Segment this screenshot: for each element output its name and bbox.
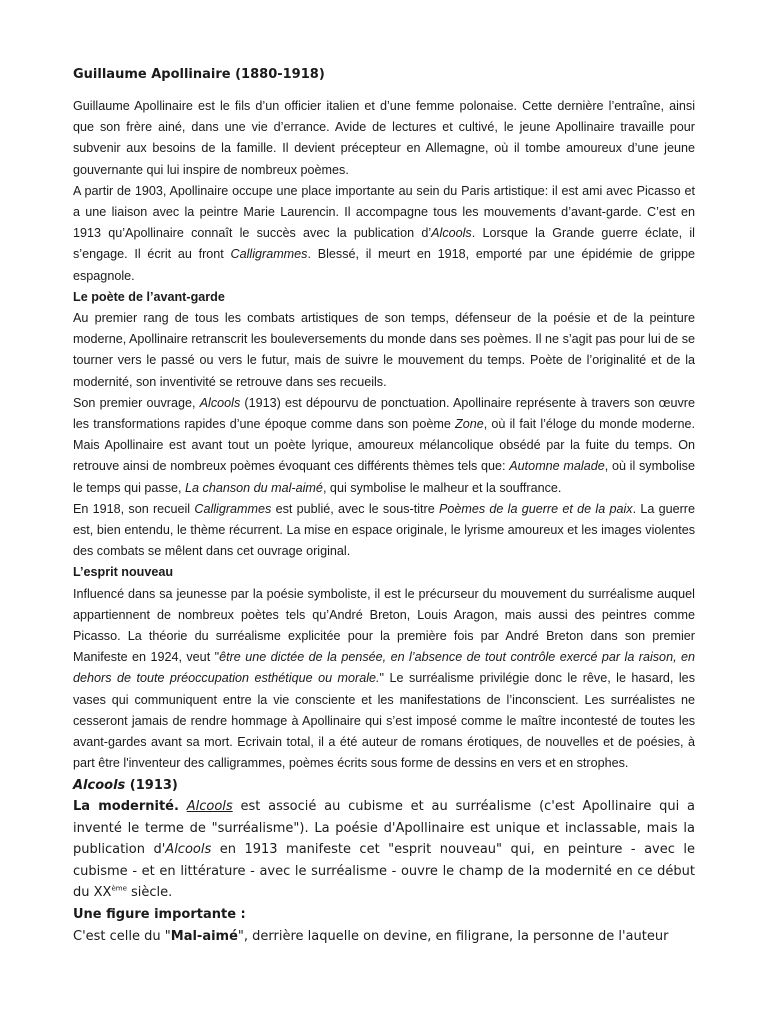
- text-run: Influencé dans sa jeunesse par la poésie symboliste, il est le précurseur du mouvement du surréalisme auquel appartiennent de nombreux poètes tels qu’André Breton, Louis Aragon, mais aussi des peintres comme Picasso. La théorie du surréalisme explicitée pour la première fois par André Breton dans son premier Manifeste en 1924, veut ": [73, 586, 695, 665]
- heading-italic: Alcools: [73, 777, 126, 793]
- book-title-alcools-link: Alcools: [186, 799, 233, 815]
- book-title-alcools: Alcools: [431, 226, 472, 241]
- text-run: , qui symbolise le malheur et la souffrance.: [322, 480, 562, 495]
- intro-paragraph-2: [73, 181, 695, 287]
- heading-rest: (1913): [125, 777, 178, 793]
- text-run: ", derrière laquelle on devine, en filigrane, la personne de l'auteur: [237, 928, 669, 944]
- poem-title-zone: Zone: [455, 417, 484, 432]
- poem-title-automne-malade: Automne malade: [509, 459, 605, 474]
- book-title-alcools: Alcools: [165, 842, 212, 858]
- text-run: . Lorsque la Grande guerre éclate, il s’engage. Il écrit au front: [73, 226, 695, 262]
- book-title-calligrammes: Calligrammes: [194, 501, 272, 516]
- text-run: C'est celle du ": [73, 928, 171, 944]
- document-page: [73, 62, 695, 947]
- text-run: En 1918, son recueil: [73, 501, 195, 516]
- avant-garde-paragraph-3: [73, 499, 695, 563]
- text-run: en 1913 manifeste cet "esprit nouveau" qui, en peinture - avec le cubisme - et en littérature - avec le surréalisme - ouvre le champ de la modernité en ce début du XX: [73, 842, 695, 901]
- mal-aime-bold: Mal-aimé: [170, 928, 238, 944]
- avant-garde-paragraph-1: Au premier rang de tous les combats artistiques de son temps, défenseur de la poésie et de la peinture moderne, Apollinaire retranscrit les bouleversements du monde dans ses poèmes. Il ne s’agit pas pour lui de se tourner vers le passé ou vers le futur, mais de suivre le mouvement du temps. Poète de l’originalité et de la modernité, son inventivité se retrouve dans ses recueils.: [73, 311, 695, 389]
- avant-garde-paragraph-2: [73, 393, 695, 499]
- label-modernite: La modernité.: [73, 799, 179, 815]
- text-run: . La guerre est, bien entendu, le thème récurrent. La mise en espace originale, le lyrisme amoureux et les images violentes des combats se mêlent dans cet ouvrage original.: [73, 501, 695, 559]
- manifesto-quote: être une dictée de la pensée, en l’absence de tout contrôle exercé par la raison, en dehors de toute préoccupation esthétique ou morale.: [73, 650, 695, 686]
- subtitle-poemes: Poèmes de la guerre et de la paix: [438, 501, 633, 516]
- text-run: , où il symbolise le temps qui passe,: [73, 459, 695, 495]
- section-heading-alcools: [73, 775, 695, 797]
- section-heading-avant-garde: Le poète de l’avant-garde: [73, 289, 225, 304]
- text-run: " Le surréalisme privilégie donc le rêve, le hasard, les vases qui communiquent entre la vie consciente et les manifestations de l’inconscient. Les surréalistes ne cesseront jamais de rendre hommage à Apollinaire qui s’est imposé comme le maître incontesté de toutes les avant-gardes avant sa mort. Ecrivain total, il a été auteur de romans érotiques, de nouvelles et de poésies, à part être l'inventeur des calligrammes, poèmes écrits sous forme de dessins en vers et en strophes.: [73, 671, 695, 771]
- text-run: est associé au cubisme et au surréalisme (c'est Apollinaire qui a inventé le terme de "surréalisme"). La poésie d'Apollinaire est unique et inclassable, mais la publication d': [73, 799, 695, 858]
- section-heading-figure-importante: Une figure importante :: [73, 907, 246, 923]
- mal-aime-paragraph: [73, 926, 695, 948]
- book-title-calligrammes: Calligrammes: [230, 247, 308, 262]
- esprit-nouveau-paragraph: [73, 584, 695, 775]
- text-run: est publié, avec le sous-titre: [271, 501, 439, 516]
- text-run: , où il fait l’éloge du monde moderne. Mais Apollinaire est avant tout un poète lyrique, amoureux mélancolique obsédé par la fuite du temps. On retrouve ainsi de nombreux poèmes évoquant ces différents thèmes tels que:: [73, 417, 695, 474]
- book-title-alcools: Alcools: [199, 395, 241, 410]
- text-run: Son premier ouvrage,: [73, 395, 200, 410]
- superscript-eme: ème: [111, 885, 127, 894]
- page-title: Guillaume Apollinaire (1880-1918): [73, 67, 325, 82]
- text-run: A partir de 1903, Apollinaire occupe une place importante au sein du Paris artistique: il est ami avec Picasso et a une liaison avec la peintre Marie Laurencin. Il accompagne tous les mouvements d’avant-garde. C’est en 1913 qu’Apollinaire connaît le succès avec la publication d’: [73, 183, 695, 241]
- poem-title-chanson-mal-aime: La chanson du mal-aimé: [185, 480, 323, 495]
- text-run: siècle.: [126, 885, 173, 901]
- intro-paragraph-1: Guillaume Apollinaire est le fils d’un officier italien et d’une femme polonaise. Cette dernière l’entraîne, ainsi que son frère ainé, dans une vie d’errance. Avide de lectures et cultivé, le jeune Apollinaire travaille pour subvenir aux besoins de la famille. Il devient précepteur en Allemagne, où il tombe amoureux d’une jeune gouvernante qui lui inspire de nombreux poèmes.: [73, 99, 695, 177]
- text-run: [179, 799, 187, 814]
- section-heading-esprit-nouveau: L’esprit nouveau: [73, 565, 174, 580]
- text-run: . Blessé, il meurt en 1918, emporté par une épidémie de grippe espagnole.: [73, 247, 695, 283]
- modernite-paragraph: [73, 796, 695, 904]
- text-run: (1913) est dépourvu de ponctuation. Apollinaire représente à travers son œuvre les transformations rapides d’une époque comme dans son poème: [73, 395, 696, 432]
